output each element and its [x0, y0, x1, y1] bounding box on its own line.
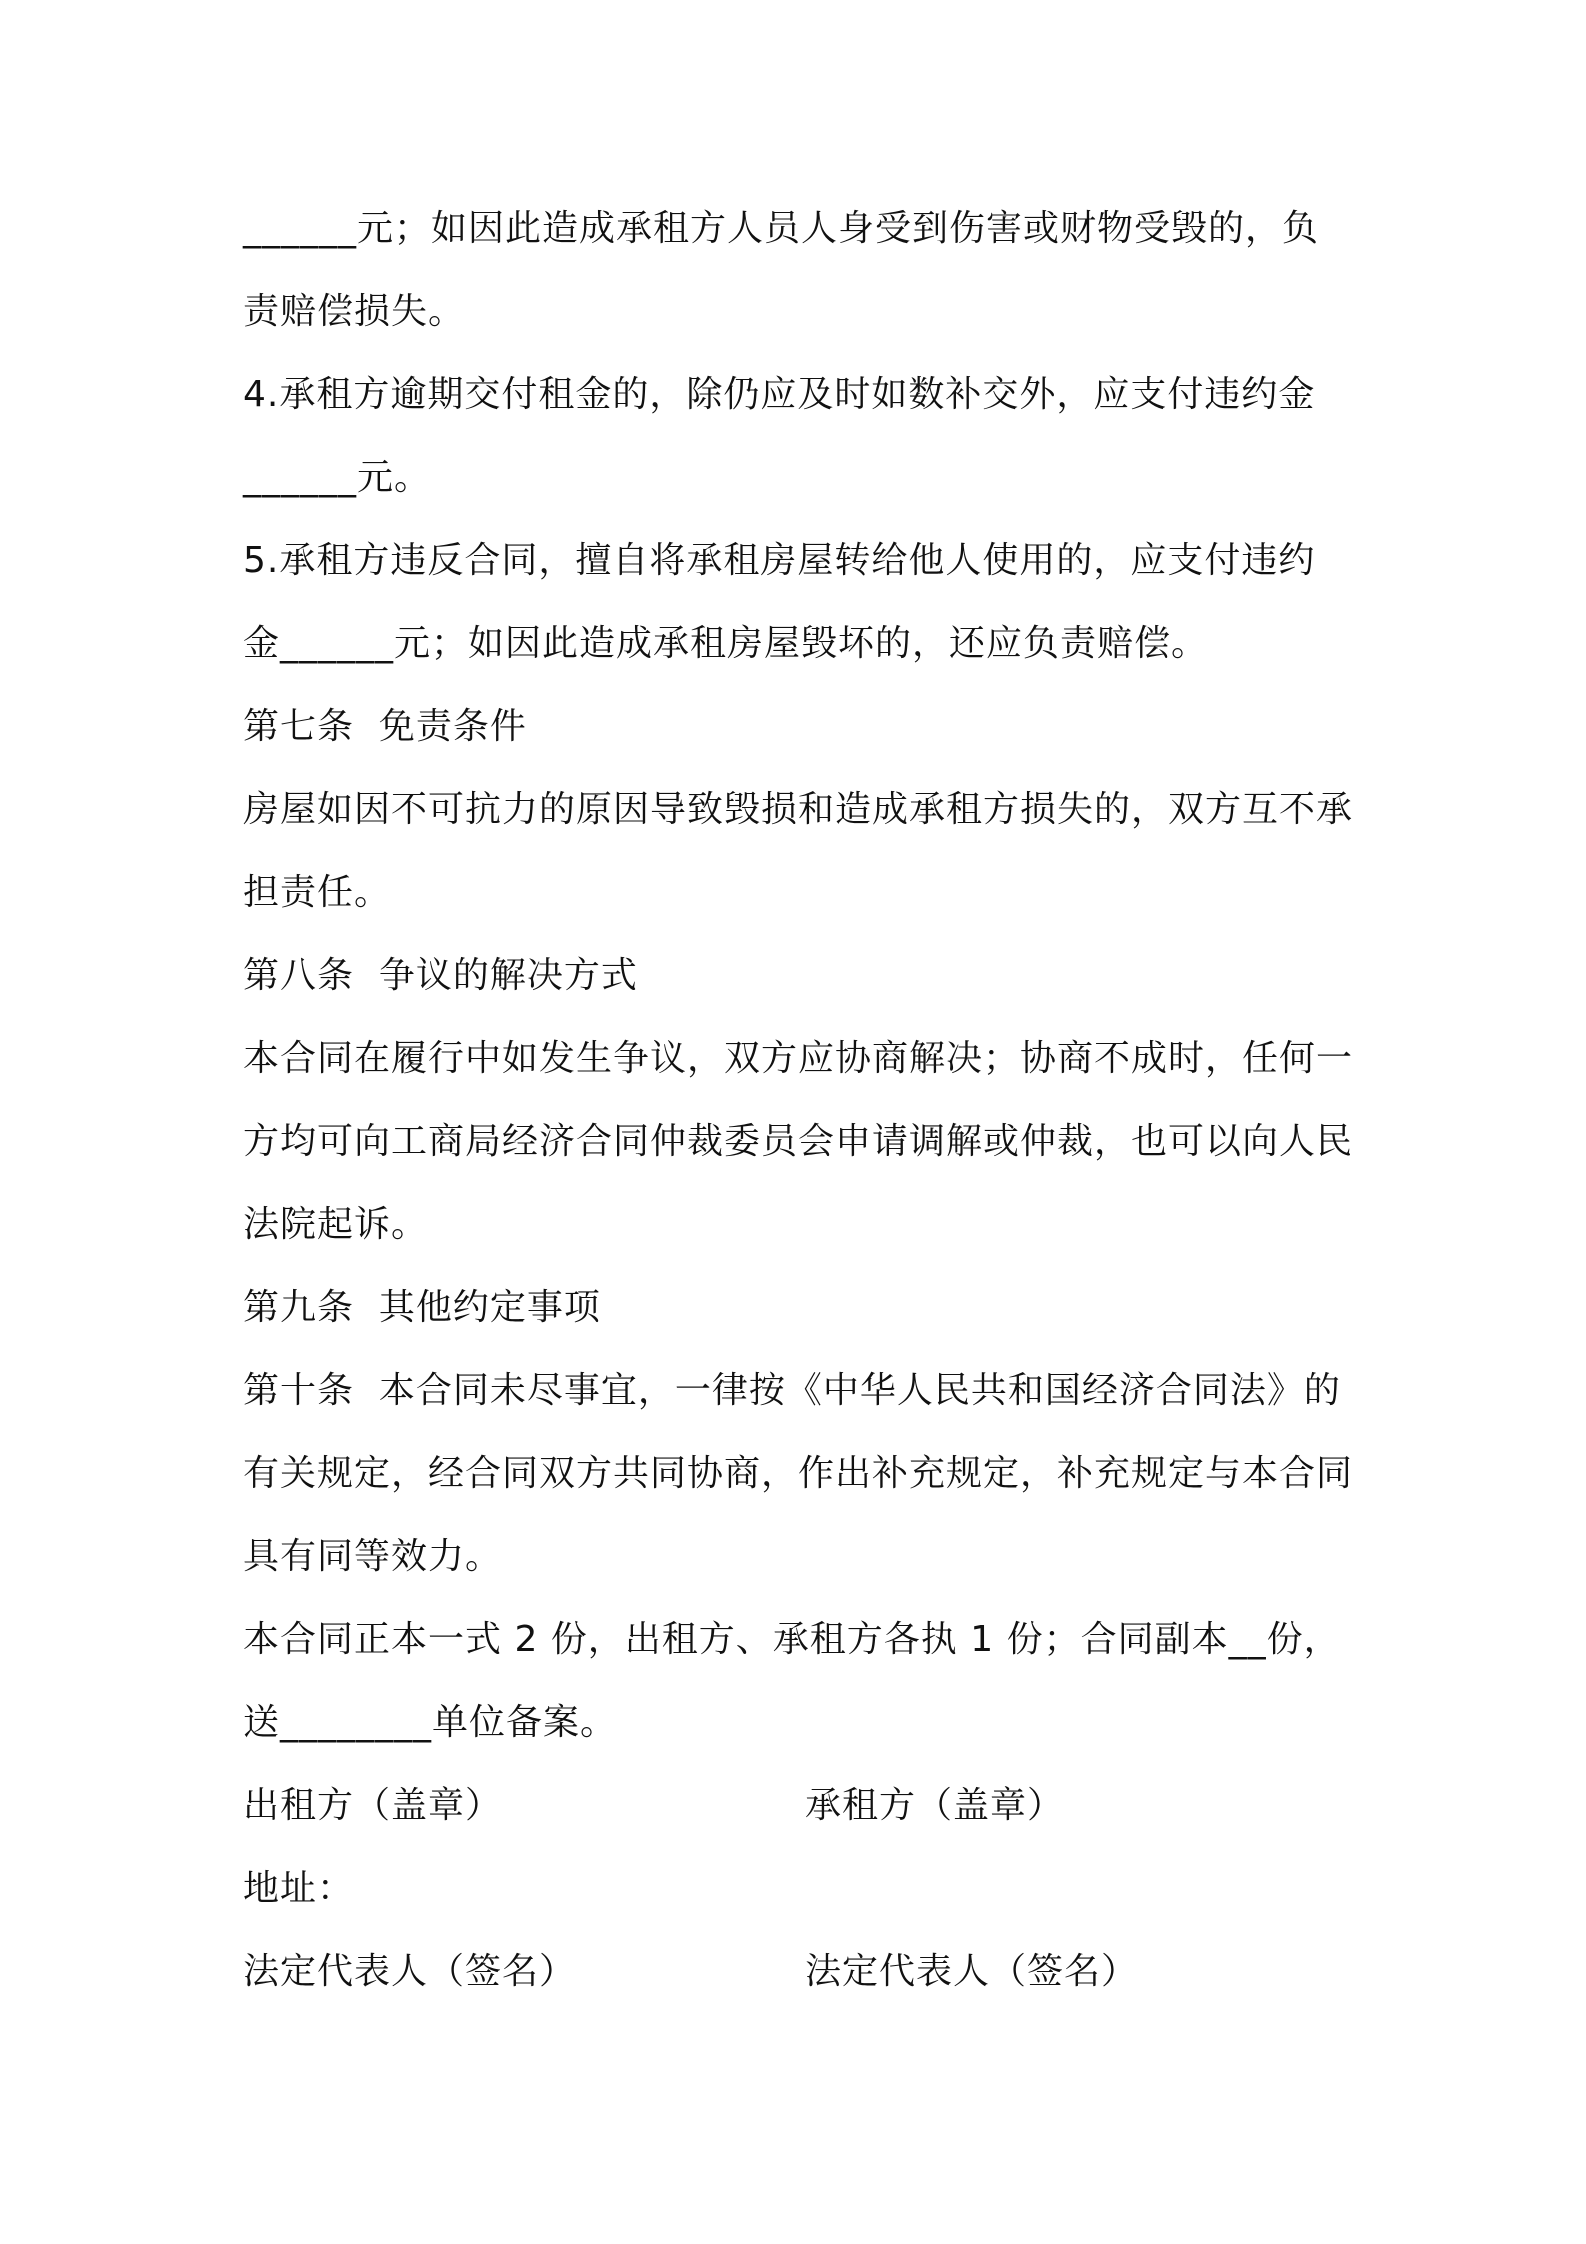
text-line: 金______元；如因此造成承租房屋毁坏的，还应负责赔偿。 — [243, 623, 1209, 664]
text-line: 责赔偿损失。 — [243, 291, 466, 332]
lessee-representative-label: 法定代表人（签名） — [805, 1951, 1139, 1992]
text-line: ______元；如因此造成承租方人员人身受到伤害或财物受毁的，负 — [243, 208, 1320, 249]
lessor-seal-label: 出租方（盖章） — [243, 1785, 503, 1826]
section-heading: 第九条 其他约定事项 — [243, 1287, 601, 1328]
section-heading: 第七条 免责条件 — [243, 706, 527, 747]
text-line: 具有同等效力。 — [243, 1536, 503, 1577]
text-line: 送________单位备案。 — [243, 1702, 618, 1743]
text-line: 4.承租方逾期交付租金的，除仍应及时如数补交外，应支付违约金 — [243, 374, 1316, 415]
text-line: 5.承租方违反合同，擅自将承租房屋转给他人使用的，应支付违约 — [243, 540, 1316, 581]
text-line: 房屋如因不可抗力的原因导致毁损和造成承租方损失的，双方互不承 — [243, 789, 1354, 830]
text-line: 第十条 本合同未尽事宜，一律按《中华人民共和国经济合同法》的 — [243, 1370, 1341, 1411]
text-line: 本合同在履行中如发生争议，双方应协商解决；协商不成时，任何一 — [243, 1038, 1354, 1079]
text-line: 本合同正本一式 2 份，出租方、承租方各执 1 份；合同副本__份， — [243, 1619, 1341, 1660]
address-label: 地址： — [243, 1868, 355, 1909]
text-line: 方均可向工商局经济合同仲裁委员会申请调解或仲裁，也可以向人民 — [243, 1121, 1354, 1162]
text-line: 法院起诉。 — [243, 1204, 429, 1245]
lessee-seal-label: 承租方（盖章） — [805, 1785, 1065, 1826]
text-line: 担责任。 — [243, 872, 392, 913]
lessor-representative-label: 法定代表人（签名） — [243, 1951, 577, 1992]
text-line: 有关规定，经合同双方共同协商，作出补充规定，补充规定与本合同 — [243, 1453, 1354, 1494]
section-heading: 第八条 争议的解决方式 — [243, 955, 638, 996]
text-line: ______元。 — [243, 457, 432, 498]
